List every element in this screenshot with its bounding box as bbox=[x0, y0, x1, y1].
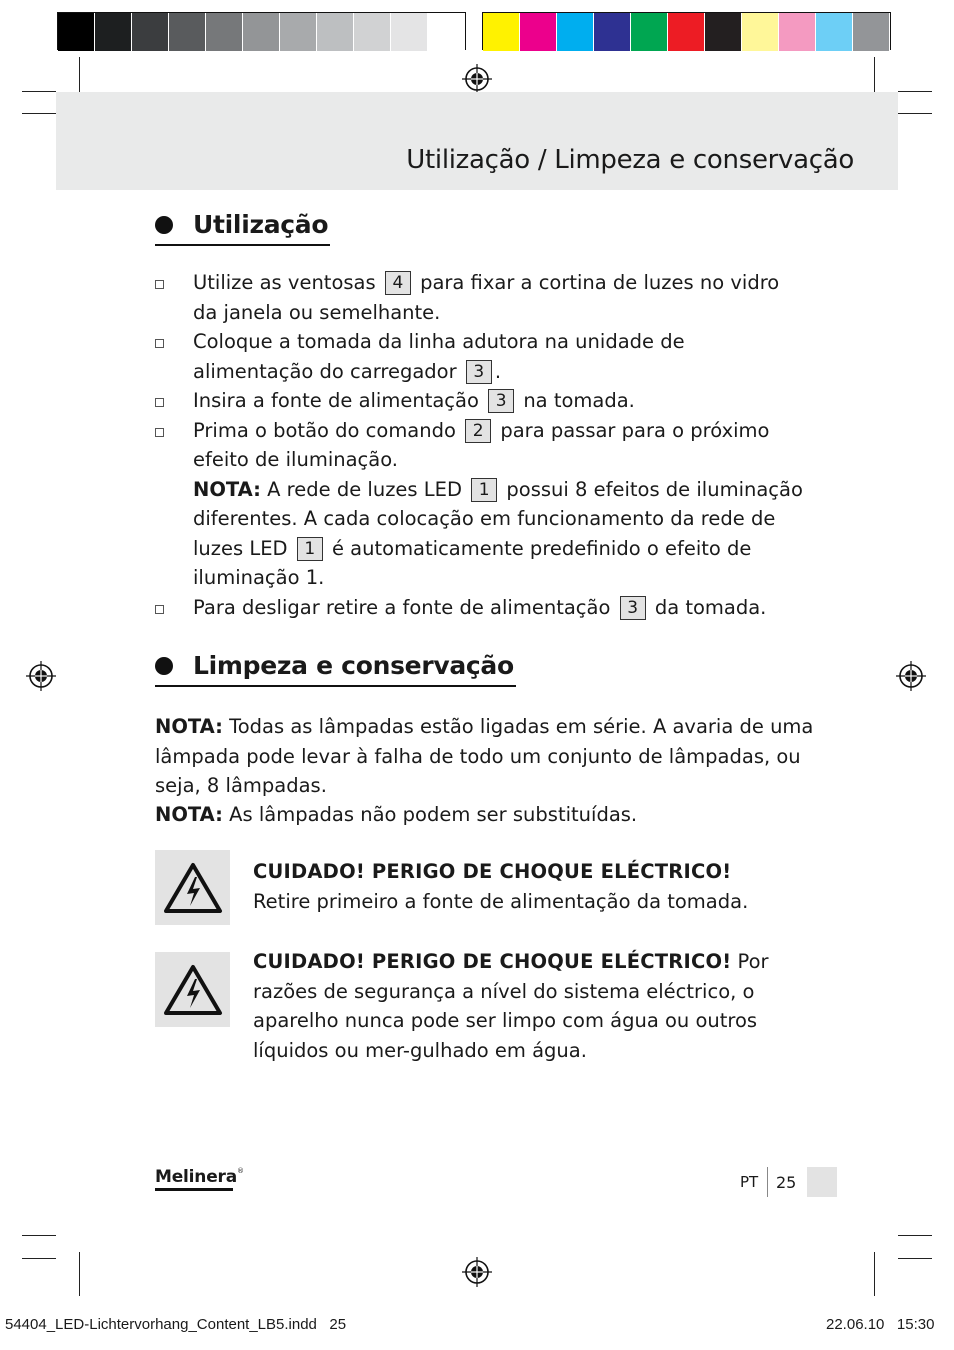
heading-underline bbox=[155, 244, 330, 246]
part-ref: 1 bbox=[297, 537, 323, 561]
color-swatch bbox=[132, 13, 169, 51]
checkbox-bullet-icon bbox=[155, 339, 164, 348]
note-label: NOTA: bbox=[193, 477, 261, 501]
crop-mark bbox=[874, 1252, 875, 1296]
color-swatch bbox=[557, 13, 594, 51]
list-item: Insira a fonte de alimentação 3 na tomada. bbox=[155, 386, 805, 416]
warning-box bbox=[155, 952, 230, 1027]
part-ref: 3 bbox=[488, 389, 514, 413]
color-swatch bbox=[169, 13, 206, 51]
header-band bbox=[56, 92, 898, 190]
part-ref: 4 bbox=[385, 271, 411, 295]
warning-text: CUIDADO! PERIGO DE CHOQUE ELÉCTRICO! Retire primeiro a fonte de alimentação da tomada. bbox=[253, 860, 749, 913]
color-swatch bbox=[391, 13, 428, 51]
section-heading-text: Utilização bbox=[193, 210, 329, 239]
note-label: NOTA: bbox=[155, 803, 223, 826]
crop-mark bbox=[898, 1258, 932, 1259]
color-swatch bbox=[779, 13, 816, 51]
grayscale-color-bar bbox=[57, 12, 466, 50]
brand-logo: Melinera® bbox=[155, 1167, 244, 1187]
registration-mark-icon bbox=[462, 64, 492, 94]
brand-logo-underline bbox=[155, 1188, 233, 1191]
list-item: Utilize as ventosas 4 para fixar a cortina de luzes no vidro da janela ou semelhante. bbox=[155, 268, 805, 327]
part-ref: 2 bbox=[465, 419, 491, 443]
color-swatch bbox=[816, 13, 853, 51]
warning-title: CUIDADO! PERIGO DE CHOQUE ELÉCTRICO! bbox=[253, 950, 732, 973]
warning-text: CUIDADO! PERIGO DE CHOQUE ELÉCTRICO! Por razões de segurança a nível do sistema eléctrico, o aparelho nunca pode ser limpo com água ou outros líquidos ou mer-gulhado em água. bbox=[253, 950, 769, 1062]
page-tab-box bbox=[807, 1167, 837, 1197]
part-ref: 3 bbox=[466, 360, 492, 384]
crop-mark bbox=[898, 91, 932, 92]
checkbox-bullet-icon bbox=[155, 428, 164, 437]
page-title: Utilização / Limpeza e conservação bbox=[406, 145, 854, 175]
part-ref: 3 bbox=[620, 596, 646, 620]
color-swatch bbox=[594, 13, 631, 51]
color-swatch bbox=[354, 13, 391, 51]
warning-title: CUIDADO! PERIGO DE CHOQUE ELÉCTRICO! bbox=[253, 860, 732, 883]
color-swatch bbox=[428, 13, 465, 51]
language-code: PT bbox=[740, 1173, 759, 1191]
color-swatch bbox=[853, 13, 890, 51]
checkbox-bullet-icon bbox=[155, 280, 164, 289]
warning-block bbox=[155, 850, 835, 916]
page-number: 25 bbox=[776, 1173, 797, 1192]
electric-hazard-icon bbox=[163, 964, 223, 1016]
electric-hazard-icon bbox=[163, 862, 223, 914]
footer-divider bbox=[767, 1167, 768, 1197]
list-item: Prima o botão do comando 2 para passar para o próximo efeito de iluminação. NOTA: A rede de luzes LED 1 possui 8 efeitos de iluminação diferentes. A cada colocação em funcionamento da rede de luzes LED 1 é automaticamente predefinido o efeito de iluminação 1. bbox=[155, 416, 805, 593]
color-swatch bbox=[95, 13, 132, 51]
heading-underline bbox=[155, 685, 516, 687]
color-swatch bbox=[206, 13, 243, 51]
note-label: NOTA: bbox=[155, 715, 223, 738]
list-item: Coloque a tomada da linha adutora na unidade de alimentação do carregador 3 . bbox=[155, 327, 805, 386]
section-heading-utilizacao bbox=[155, 210, 328, 239]
warning-block bbox=[155, 952, 835, 1065]
crop-mark bbox=[898, 1235, 932, 1236]
part-ref: 1 bbox=[471, 478, 497, 502]
color-swatch bbox=[317, 13, 354, 51]
section-heading-text: Limpeza e conservação bbox=[193, 651, 514, 680]
note-paragraph: NOTA: Todas as lâmpadas estão ligadas em série. A avaria de uma lâmpada pode levar à falha de todo um conjunto de lâmpadas, ou seja, 8 lâmpadas. bbox=[155, 715, 814, 797]
bullet-dot-icon bbox=[155, 216, 173, 234]
print-slug-file: 54404_LED-Lichtervorhang_Content_LB5.indd 25 bbox=[5, 1316, 347, 1333]
warning-box bbox=[155, 850, 230, 925]
crop-mark bbox=[898, 113, 932, 114]
crop-mark bbox=[22, 91, 56, 92]
color-swatch bbox=[280, 13, 317, 51]
crop-mark bbox=[79, 1252, 80, 1296]
color-swatch bbox=[668, 13, 705, 51]
color-swatch bbox=[742, 13, 779, 51]
process-color-bar bbox=[482, 12, 891, 50]
registration-mark-icon bbox=[896, 661, 926, 691]
section-heading-limpeza bbox=[155, 651, 514, 680]
color-swatch bbox=[631, 13, 668, 51]
crop-mark bbox=[22, 1235, 56, 1236]
color-swatch bbox=[705, 13, 742, 51]
checkbox-bullet-icon bbox=[155, 398, 164, 407]
instruction-list bbox=[155, 268, 805, 622]
print-slug-date: 22.06.10 15:30 bbox=[826, 1316, 935, 1333]
color-swatch bbox=[483, 13, 520, 51]
checkbox-bullet-icon bbox=[155, 605, 164, 614]
crop-mark bbox=[22, 113, 56, 114]
color-swatch bbox=[243, 13, 280, 51]
color-swatch bbox=[520, 13, 557, 51]
bullet-dot-icon bbox=[155, 657, 173, 675]
registration-mark-icon bbox=[26, 661, 56, 691]
note-paragraph: NOTA: As lâmpadas não podem ser substituídas. bbox=[155, 803, 638, 826]
list-item: Para desligar retire a fonte de alimentação 3 da tomada. bbox=[155, 593, 805, 623]
registration-mark-icon bbox=[462, 1257, 492, 1287]
color-swatch bbox=[58, 13, 95, 51]
crop-mark bbox=[22, 1258, 56, 1259]
